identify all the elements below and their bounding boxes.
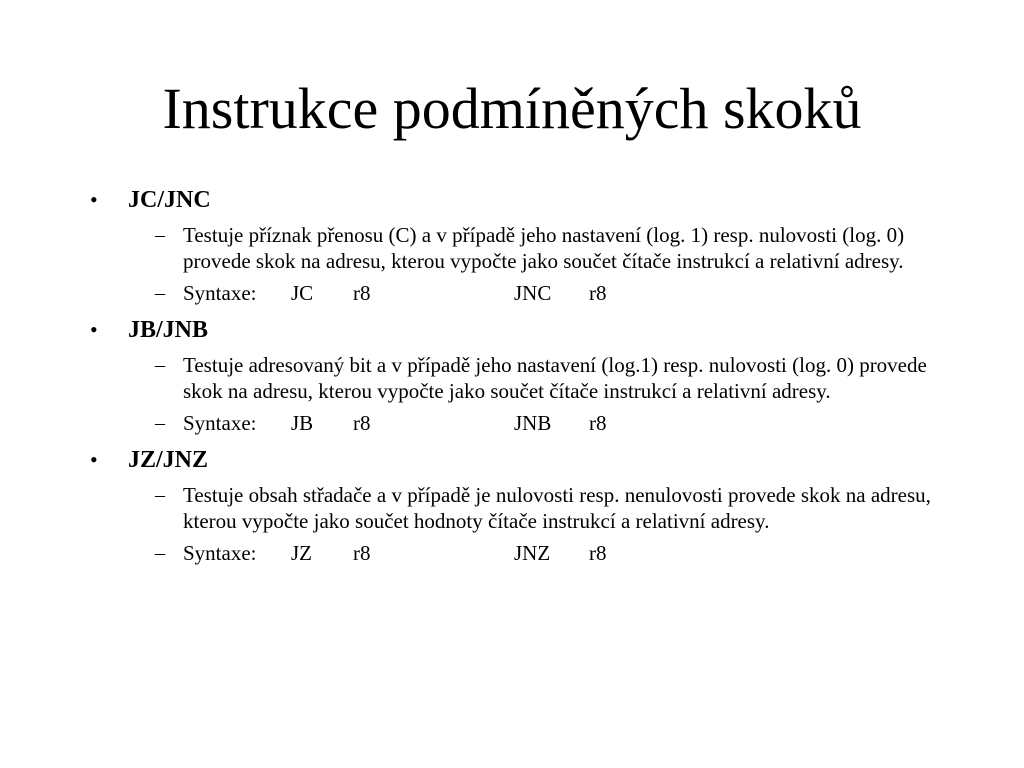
- slide-title: Instrukce podmíněných skoků: [162, 76, 862, 141]
- dash-icon: –: [155, 542, 165, 564]
- syntax-line: [183, 280, 950, 306]
- syntax-operand: r8: [353, 281, 371, 305]
- section-description: Testuje adresovaný bit a v případě jeho nastavení (log.1) resp. nulovosti (log. 0) provede skok na adresu, kterou vypočte jako součet čítače instrukcí a relativní adresy.: [183, 353, 927, 403]
- syntax-operand: r8: [589, 541, 607, 565]
- syntax-operand: r8: [353, 411, 371, 435]
- syntax-instruction: JNB: [514, 411, 552, 435]
- syntax-instruction: JNZ: [514, 541, 551, 565]
- syntax-instruction: JNC: [514, 281, 552, 305]
- syntax-operand: r8: [353, 541, 371, 565]
- bullet-icon: •: [90, 187, 98, 212]
- slide-content: [90, 184, 950, 574]
- bullet-icon: •: [90, 317, 98, 342]
- bullet-section-jz-jnz: [90, 444, 950, 566]
- syntax-operand: r8: [589, 411, 607, 435]
- section-description: Testuje obsah střadače a v případě je nulovosti resp. nenulovosti provede skok na adresu, kterou vypočte jako součet hodnoty čítače instrukcí a relativní adresy.: [183, 483, 931, 533]
- sub-item-syntax: [128, 280, 950, 306]
- syntax-label: Syntaxe:: [183, 281, 257, 305]
- bullet-section-jb-jnb: [90, 314, 950, 436]
- syntax-instruction: JB: [291, 411, 314, 435]
- section-heading: JC/JNC: [128, 187, 211, 213]
- dash-icon: –: [155, 224, 165, 246]
- sub-item-description: [128, 222, 950, 274]
- bullet-icon: •: [90, 447, 98, 472]
- section-heading: JZ/JNZ: [128, 447, 209, 473]
- sub-item-description: [128, 352, 950, 404]
- sub-item-syntax: [128, 410, 950, 436]
- syntax-line: [183, 410, 950, 436]
- section-description: Testuje příznak přenosu (C) a v případě jeho nastavení (log. 1) resp. nulovosti (log. 0) provede skok na adresu, kterou vypočte jako součet čítače instrukcí a relativní adresy.: [183, 223, 905, 273]
- bullet-section-jc-jnc: [90, 184, 950, 306]
- dash-icon: –: [155, 484, 165, 506]
- section-heading: JB/JNB: [128, 317, 209, 343]
- sub-item-description: [128, 482, 950, 534]
- syntax-instruction: JC: [291, 281, 314, 305]
- sub-item-syntax: [128, 540, 950, 566]
- syntax-line: [183, 540, 950, 566]
- dash-icon: –: [155, 282, 165, 304]
- dash-icon: –: [155, 354, 165, 376]
- dash-icon: –: [155, 412, 165, 434]
- syntax-label: Syntaxe:: [183, 411, 257, 435]
- syntax-instruction: JZ: [291, 541, 312, 565]
- syntax-label: Syntaxe:: [183, 541, 257, 565]
- syntax-operand: r8: [589, 281, 607, 305]
